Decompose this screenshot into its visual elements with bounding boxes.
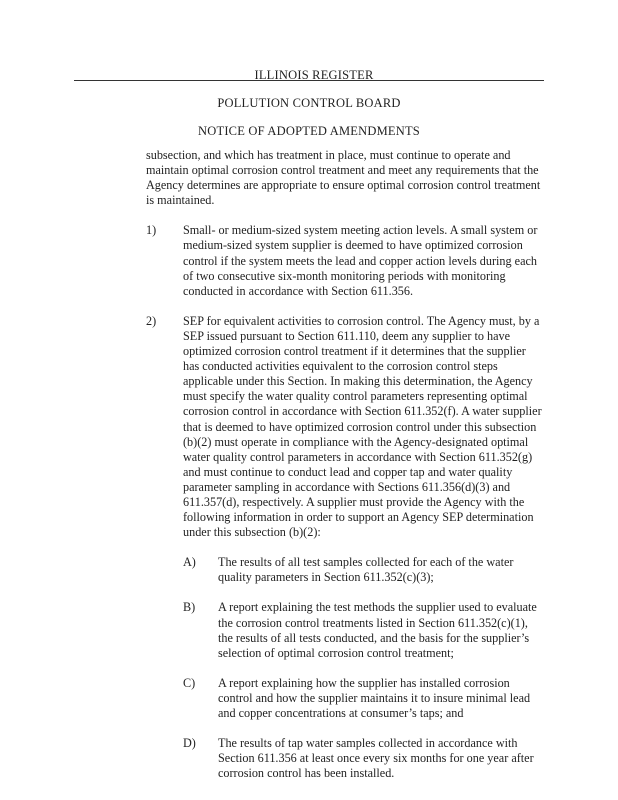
subitem-b [183,600,542,660]
subitem-c [183,676,542,721]
board-title: POLLUTION CONTROL BOARD [217,96,401,110]
register-title: ILLINOIS REGISTER [254,68,374,82]
item-marker: 1) [146,223,157,238]
subitem-marker: C) [183,675,196,690]
subitem-marker: A) [183,555,196,570]
document-body [146,148,542,796]
subitem-marker: D) [183,736,196,751]
subitem-text: The results of tap water samples collected in accordance with Section 611.356 at least once every six months for one year after corrosion control has been installed. [218,736,534,781]
notice-title: NOTICE OF ADOPTED AMENDMENTS [198,124,420,138]
item-1 [146,223,542,298]
intro-paragraph: subsection, and which has treatment in place, must continue to operate and maintain optimal corrosion control treatment and meet any requirements that the Agency determines are appropriate to ensure optimal corrosion control treatment is maintained. [146,148,541,208]
subitem-text: A report explaining how the supplier has installed corrosion control and how the supplier maintains it to insure minimal lead and copper concentrations at consumer’s taps; and [218,675,531,720]
item-text: Small- or medium-sized system meeting action levels. A small system or medium-sized system supplier is deemed to have optimized corrosion control if the system meets the lead and copper action levels during each of two consecutive six-month monitoring periods with monitoring conducted in accordance with Section 611.356. [183,223,538,298]
subitem-text: A report explaining the test methods the supplier used to evaluate the corrosion control treatments listed in Section 611.352(c)(1), the results of all tests conducted, and the basis for the supplier’s selection of optimal corrosion control treatment; [218,600,537,660]
subitem-marker: B) [183,600,196,615]
subitem-text: The results of all test samples collected for each of the water quality parameters in Section 611.352(c)(3); [218,555,514,585]
item-text: SEP for equivalent activities to corrosion control. The Agency must, by a SEP issued pursuant to Section 611.110, deem any supplier to have optimized corrosion control treatment if it determines that the supplier has conducted activities equivalent to the corrosion control steps applicable under this Section. In making this determination, the Agency must specify the water quality control parameters representing optimal corrosion control in accordance with Section 611.352(f). A water supplier that is deemed to have optimized corrosion control under this subsection (b)(2) must operate in compliance with the Agency-designated optimal water quality control parameters in accordance with Section 611.352(g) and must continue to conduct lead and copper tap and water quality parameter sampling in accordance with Sections 611.356(d)(3) and 611.357(d), respectively. A supplier must provide the Agency with the following information in order to support an Agency SEP determination under this subsection (b)(2): [183,313,542,540]
item-marker: 2) [146,313,157,328]
item-2 [146,314,542,540]
subitem-d [183,736,542,781]
sub-list [146,555,542,781]
subitem-a [183,555,542,585]
